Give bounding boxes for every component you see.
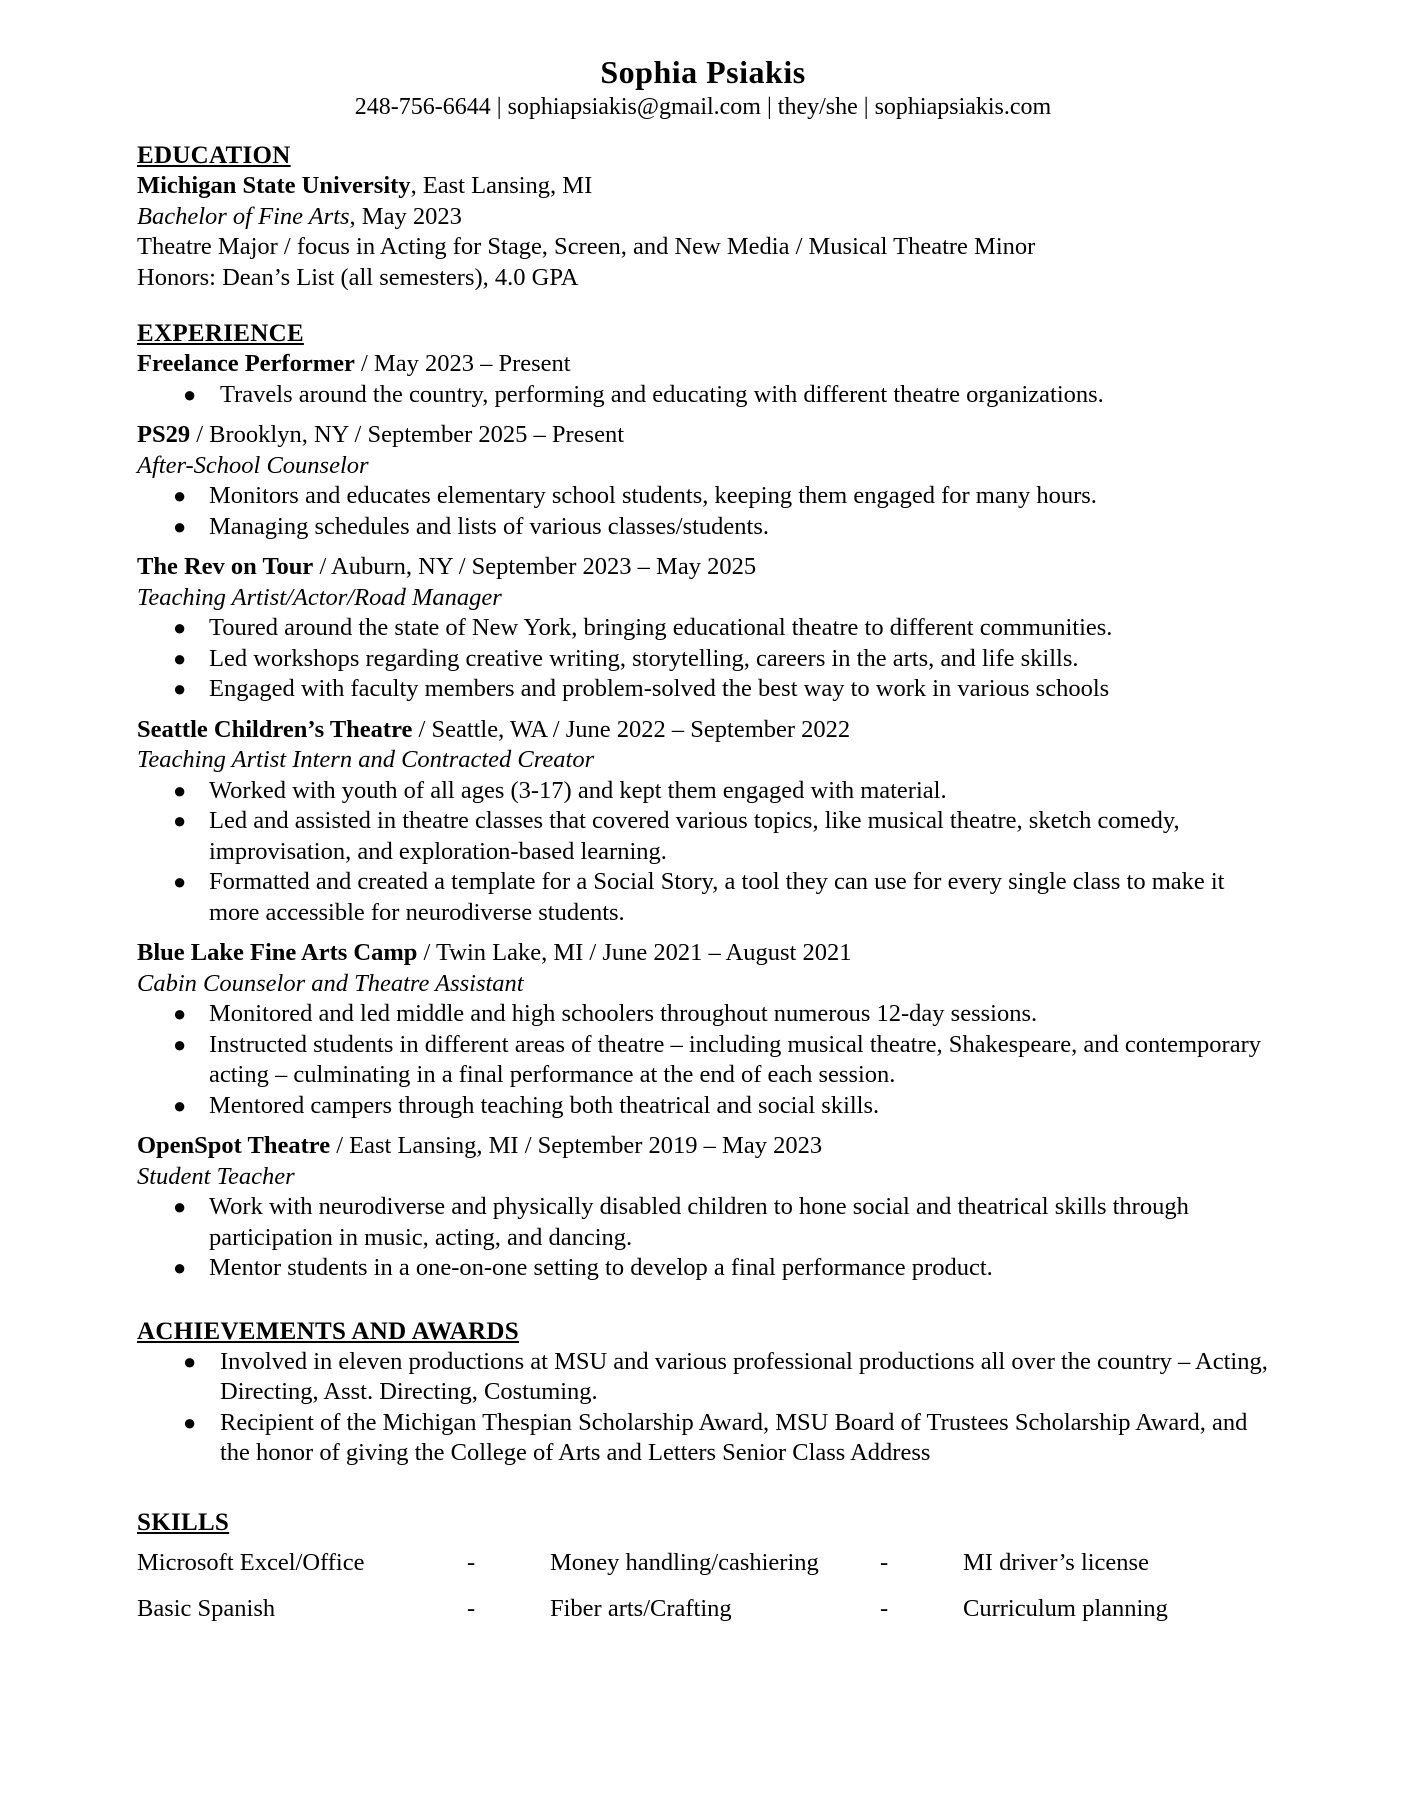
bullet-icon: ● [173,808,187,833]
list-item [137,806,1277,867]
job-bullets [137,1192,1277,1284]
education-major: Theatre Major / focus in Acting for Stage, Screen, and New Media / Musical Theatre Minor [137,233,1036,260]
bullet-text: Instructed students in different areas of theatre – including musical theatre, Shakespeare, and contemporary acting – culminating in a final performance at the end of each session. [209,1030,1261,1088]
school-location: , East Lansing, MI [410,172,593,199]
list-item [137,674,1277,705]
skills-heading: SKILLS [137,1508,230,1536]
skill-separator: - [467,1548,476,1576]
list-item [137,1091,1277,1122]
bullet-text: Work with neurodiverse and physically disabled children to hone social and theatrical skills through participation in music, acting, and dancing. [209,1193,1189,1251]
education-honors: Honors: Dean’s List (all semesters), 4.0 GPA [137,263,579,291]
bullet-text: Led workshops regarding creative writing, storytelling, careers in the arts, and life skills. [209,644,1079,672]
job-bullets [137,776,1277,929]
list-item [137,867,1277,928]
job-role: Teaching Artist Intern and Contracted Creator [137,746,595,773]
job-org: OpenSpot Theatre [137,1132,331,1159]
list-item [137,776,1277,807]
job-details: / Auburn, NY / September 2023 – May 2025 [313,553,757,580]
school-name: Michigan State University [137,172,411,199]
job-entry [137,1131,1277,1284]
job-bullets [137,481,1277,542]
bullet-text: Involved in eleven productions at MSU and various professional productions all over the country – Acting, Directing, Asst. Directing, Costuming. [220,1347,1268,1405]
bullet-icon: ● [183,381,197,407]
bullet-text: Monitored and led middle and high schoolers throughout numerous 12-day sessions. [209,1000,1038,1027]
list-item [137,613,1277,644]
experience-section [137,318,1277,1284]
skill-item: MI driver’s license [963,1548,1149,1576]
bullet-icon: ● [173,1092,187,1118]
list-item [137,380,1277,411]
education-school-line [137,171,1277,202]
bullet-text: Led and assisted in theatre classes that covered various topics, like musical theatre, sketch comedy, improvisation, and exploration-based learning. [209,807,1180,865]
skill-separator: - [880,1548,889,1576]
skill-separator: - [880,1594,889,1622]
job-entry [137,420,1277,542]
bullet-icon: ● [173,645,187,671]
job-entry [137,552,1277,705]
bullet-text: Managing schedules and lists of various classes/students. [209,512,770,540]
bullet-text: Monitors and educates elementary school students, keeping them engaged for many hours. [209,482,1097,509]
bullet-icon: ● [173,676,187,701]
job-header [137,349,1277,380]
skill-item: Basic Spanish [137,1594,276,1622]
bullet-text: Toured around the state of New York, bringing educational theatre to different communities. [209,614,1113,641]
skills-section [137,1507,1277,1640]
skill-item: Fiber arts/Crafting [550,1594,732,1622]
list-item [137,999,1277,1030]
bullet-icon: ● [173,1255,187,1280]
bullet-text: Recipient of the Michigan Thespian Scholarship Award, MSU Board of Trustees Scholarship Award, and the honor of giving the College of Arts and Letters Senior Class Address [220,1408,1248,1466]
bullet-text: Mentored campers through teaching both theatrical and social skills. [209,1091,880,1119]
job-header [137,715,1277,746]
job-header [137,552,1277,583]
job-details: / May 2023 – Present [354,350,571,377]
experience-heading: EXPERIENCE [137,320,304,347]
list-item [137,512,1277,543]
job-role: Student Teacher [137,1162,295,1190]
job-details: / Seattle, WA / June 2022 – September 2022 [412,715,851,743]
degree-date: , May 2023 [349,202,462,230]
bullet-text: Formatted and created a template for a Social Story, a tool they can use for every single class to make it more accessible for neurodiverse students. [209,868,1225,926]
job-org: Seattle Children’s Theatre [137,715,413,743]
job-header [137,1131,1277,1162]
education-degree-line [137,202,1277,233]
bullet-icon: ● [173,615,187,640]
bullet-text: Mentor students in a one-on-one setting to develop a final performance product. [209,1254,993,1281]
job-org: Blue Lake Fine Arts Camp [137,939,418,966]
job-role: Cabin Counselor and Theatre Assistant [137,969,524,997]
skill-item: Curriculum planning [963,1594,1168,1622]
job-org: The Rev on Tour [137,553,314,580]
bullet-icon: ● [183,1409,197,1435]
list-item [137,1030,1277,1091]
achievements-heading: ACHIEVEMENTS AND AWARDS [137,1317,519,1345]
bullet-icon: ● [173,777,187,803]
job-bullets [137,380,1277,411]
bullet-icon: ● [173,1194,187,1219]
contact-line: 248-756-6644 | sophiapsiakis@gmail.com | they/she | sophiapsiakis.com [354,94,1052,120]
job-entry [137,715,1277,929]
bullet-icon: ● [173,869,187,894]
job-role: After-School Counselor [137,451,369,479]
job-details: / Brooklyn, NY / September 2025 – Present [190,421,625,448]
job-entry [137,938,1277,1121]
list-item [137,481,1277,512]
job-bullets [137,999,1277,1121]
job-org: Freelance Performer [137,350,355,377]
bullet-icon: ● [173,513,187,539]
skill-separator: - [467,1594,476,1622]
achievements-bullets [137,1347,1277,1469]
skill-item: Money handling/cashiering [550,1548,819,1576]
resume-page [137,52,1277,1640]
list-item [137,1253,1277,1284]
skill-item: Microsoft Excel/Office [137,1548,365,1576]
education-heading: EDUCATION [137,142,291,169]
degree-name: Bachelor of Fine Arts [137,202,350,230]
bullet-text: Travels around the country, performing and educating with different theatre organizations. [220,380,1104,408]
list-item [137,1408,1277,1469]
list-item [137,1192,1277,1253]
bullet-icon: ● [173,1031,187,1057]
bullet-text: Engaged with faculty members and problem-solved the best way to work in various schools [209,675,1110,702]
job-header [137,420,1277,451]
bullet-icon: ● [183,1348,197,1374]
job-details: / East Lansing, MI / September 2019 – May 2023 [330,1132,823,1159]
skills-row [137,1548,1277,1594]
resume-name: Sophia Psiakis [600,54,806,90]
job-details: / Twin Lake, MI / June 2021 – August 2021 [417,939,852,966]
job-entry [137,349,1277,410]
job-role: Teaching Artist/Actor/Road Manager [137,583,502,611]
bullet-icon: ● [173,1001,187,1026]
achievements-section [137,1316,1277,1469]
list-item [137,1347,1277,1408]
skills-row [137,1594,1277,1640]
job-header [137,938,1277,969]
education-section [137,140,1277,293]
bullet-text: Worked with youth of all ages (3-17) and kept them engaged with material. [209,776,947,804]
bullet-icon: ● [173,483,187,508]
job-bullets [137,613,1277,705]
list-item [137,644,1277,675]
job-org: PS29 [137,421,191,448]
